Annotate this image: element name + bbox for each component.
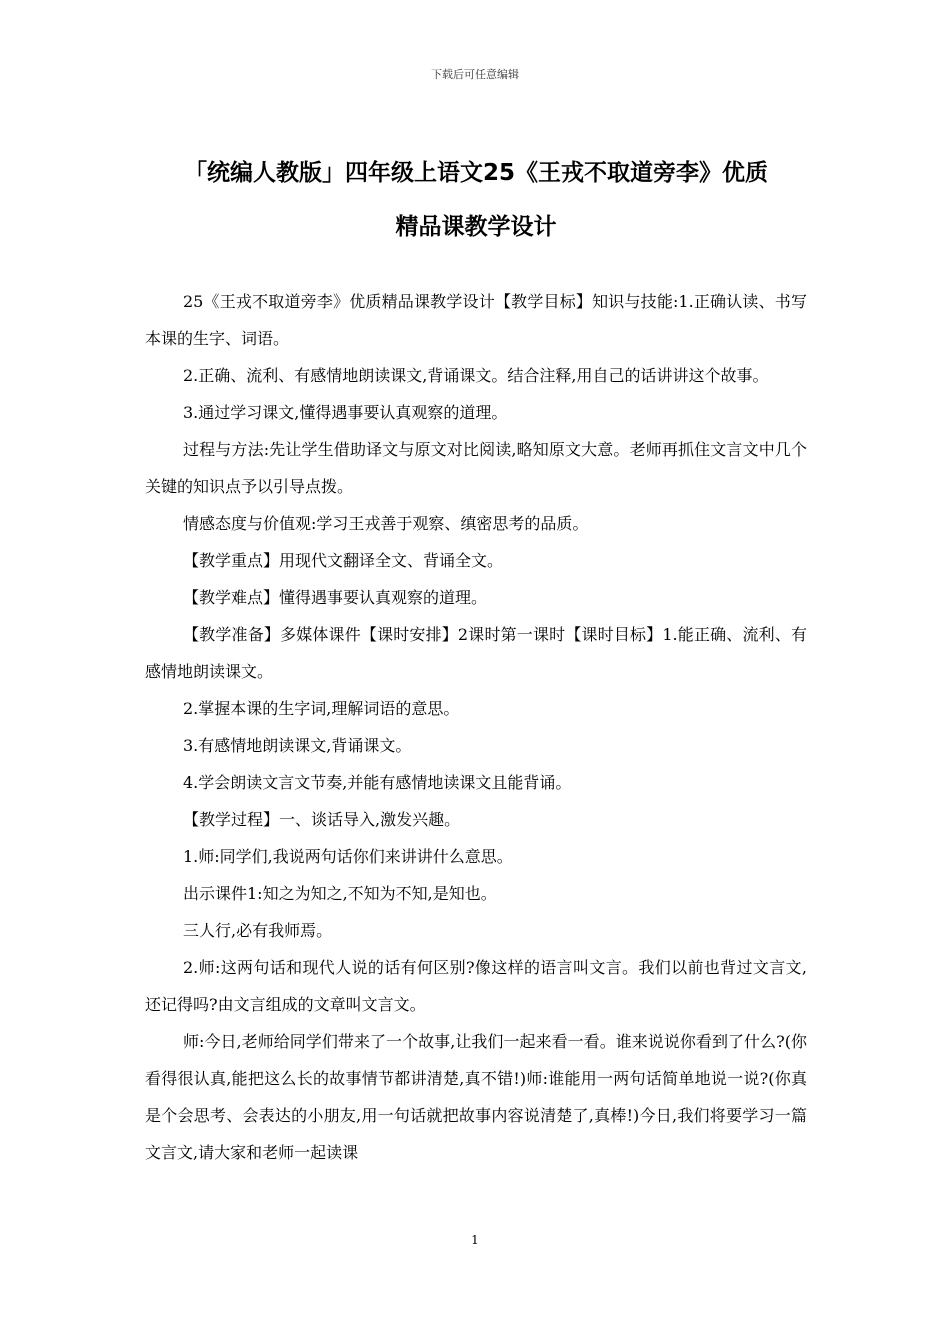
title-line-1: 「统编人教版」四年级上语文25《王戎不取道旁李》优质 (183, 160, 768, 186)
paragraph: 3.通过学习课文,懂得遇事要认真观察的道理。 (183, 403, 508, 422)
paragraph: 2.掌握本课的生字词,理解词语的意思。 (183, 699, 460, 718)
paragraph: 师:今日,老师给同学们带来了一个故事,让我们一起来看一看。谁来说说你看到了什么?(你看得很认真,能把这么长的故事情节都讲清楚,真不错!)师:谁能用一两句话简单地说一说?(你真是个会思考、会表达的小朋友,用一句话就把故事内容说清楚了,真棒!)今日,我们将要学习一篇文言文,请大家和老师一起读课 (145, 1032, 807, 1162)
paragraph: 【教学难点】懂得遇事要认真观察的道理。 (183, 588, 488, 607)
document-title (145, 146, 807, 254)
paragraph: 4.学会朗读文言文节奏,并能有感情地读课文且能背诵。 (183, 773, 572, 792)
paragraph: 情感态度与价值观:学习王戎善于观察、缜密思考的品质。 (183, 514, 589, 533)
paragraph: 过程与方法:先让学生借助译文与原文对比阅读,略知原文大意。老师再抓住文言文中几个关键的知识点予以引导点拨。 (145, 440, 807, 496)
paragraph: 2.正确、流利、有感情地朗读课文,背诵课文。结合注释,用自己的话讲讲这个故事。 (183, 366, 769, 385)
title-line-2: 精品课教学设计 (395, 214, 557, 240)
paragraph: 【教学过程】一、谈话导入,激发兴趣。 (183, 810, 461, 829)
paragraph: 25《王戎不取道旁李》优质精品课教学设计【教学目标】知识与技能:1.正确认读、书写本课的生字、词语。 (145, 292, 807, 348)
paragraph: 三人行,必有我师焉。 (183, 921, 333, 940)
paragraph: 2.师:这两句话和现代人说的话有何区别?像这样的语言叫文言。我们以前也背过文言文,还记得吗?由文言组成的文章叫文言文。 (145, 958, 807, 1014)
paragraph: 3.有感情地朗读课文,背诵课文。 (183, 736, 412, 755)
paragraph: 出示课件1:知之为知之,不知为不知,是知也。 (183, 884, 497, 903)
document-body (145, 283, 807, 1171)
paragraph: 【教学重点】用现代文翻译全文、背诵全文。 (183, 551, 504, 570)
header-note: 下载后可任意编辑 (431, 68, 519, 81)
paragraph: 【教学准备】多媒体课件【课时安排】2课时第一课时【课时目标】1.能正确、流利、有感情地朗读课文。 (145, 625, 807, 681)
paragraph: 1.师:同学们,我说两句话你们来讲讲什么意思。 (183, 847, 513, 866)
page-number: 1 (471, 1233, 479, 1247)
